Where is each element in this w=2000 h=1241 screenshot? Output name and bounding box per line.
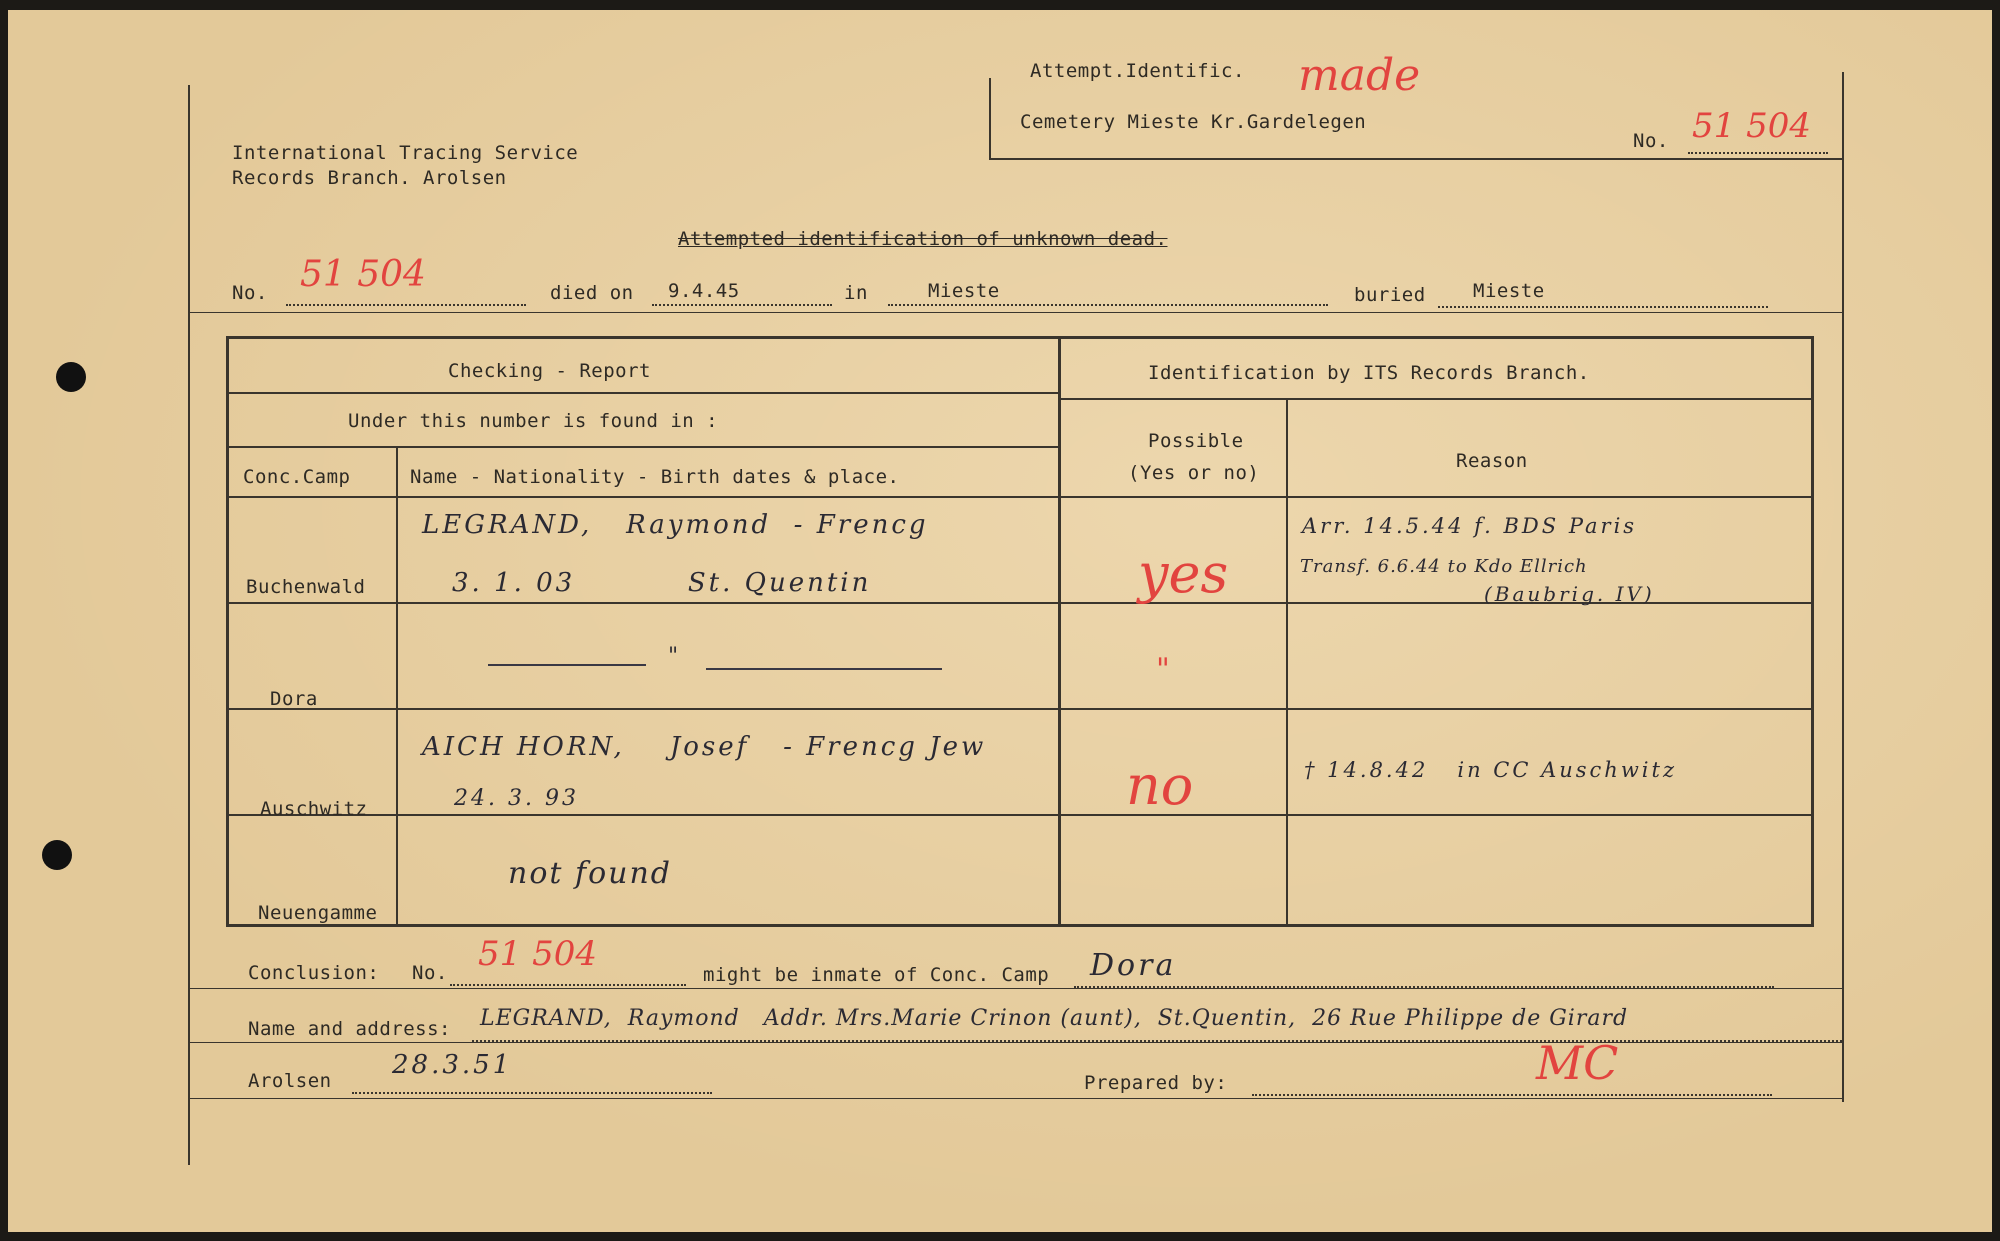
date-value: 28.3.51	[392, 1050, 513, 1080]
conclusion-middle-text: might be inmate of Conc. Camp	[703, 964, 1050, 986]
under-number-header: Under this number is found in :	[348, 410, 719, 432]
reason-cell-line-1: † 14.8.42 in CC Auschwitz	[1304, 758, 1678, 782]
in-label: in	[844, 282, 868, 304]
ditto-line-right	[706, 668, 942, 670]
date-dots	[352, 1092, 712, 1094]
punch-hole-top	[56, 362, 86, 392]
record-no-label: No.	[232, 282, 268, 304]
table-bottom	[226, 924, 1814, 927]
table-left	[226, 336, 229, 926]
name-column-header: Name - Nationality - Birth dates & place.	[410, 466, 900, 488]
camp-cell: Buchenwald	[246, 576, 366, 598]
possible-cell: yes	[1138, 542, 1229, 605]
reason-header: Reason	[1456, 450, 1528, 472]
org-line-1: International Tracing Service	[232, 142, 579, 164]
identification-header: Identification by ITS Records Branch.	[1148, 362, 1590, 384]
attempt-label: Attempt.Identific.	[1030, 60, 1245, 82]
in-dots	[888, 304, 1328, 306]
conclusion-label: Conclusion:	[248, 962, 380, 984]
row-sep-3	[226, 814, 1814, 816]
possible-cell: "	[1156, 652, 1170, 687]
conclusion-underline	[188, 988, 1844, 989]
conclusion-camp-value: Dora	[1090, 948, 1177, 983]
buried-value: Mieste	[1473, 280, 1545, 302]
name-cell-line-1: "	[668, 644, 682, 669]
ditto-line-left	[488, 664, 646, 666]
name-address-label: Name and address:	[248, 1018, 451, 1040]
right-margin-line	[1842, 72, 1844, 1102]
tracing-card	[8, 10, 1992, 1232]
camp-column-header: Conc.Camp	[243, 466, 351, 488]
table-right	[1811, 336, 1814, 926]
camp-cell: Neuengamme	[258, 902, 378, 924]
header-box-bottom	[989, 158, 1844, 160]
name-cell-line-1: not found	[508, 856, 672, 891]
reason-cell-line-3: (Baubrig. IV)	[1484, 582, 1655, 606]
record-underline	[188, 312, 1844, 313]
conclusion-no-dots	[450, 984, 686, 986]
record-no-dots	[286, 304, 526, 306]
buried-dots	[1438, 306, 1768, 308]
header-no-value: 51 504	[1692, 106, 1811, 146]
reason-cell-line-2: Transf. 6.6.44 to Kdo Ellrich	[1300, 556, 1588, 577]
footer-underline	[188, 1098, 1844, 1099]
row-sep-2	[226, 708, 1814, 710]
left-margin-line	[188, 85, 190, 1165]
row-line-1	[226, 392, 1060, 394]
name-cell-line-2: 3. 1. 03 St. Quentin	[452, 568, 872, 598]
camp-cell: Auschwitz	[260, 798, 368, 820]
reason-cell-line-1: Arr. 14.5.44 f. BDS Paris	[1302, 514, 1638, 538]
form-title: Attempted identification of unknown dead.	[678, 228, 1168, 250]
name-cell-line-2: 24. 3. 93	[454, 786, 579, 811]
camp-column-divider	[396, 446, 398, 926]
arolsen-label: Arolsen	[248, 1070, 332, 1092]
attempt-value: made	[1298, 50, 1421, 101]
row-line-3	[1058, 398, 1812, 400]
table-center-divider	[1058, 336, 1061, 926]
conclusion-no-value: 51 504	[478, 934, 597, 974]
prepared-by-dots	[1252, 1094, 1772, 1096]
header-no-dots	[1688, 152, 1828, 154]
died-dots	[652, 304, 832, 306]
possible-cell: no	[1126, 754, 1194, 817]
camp-cell: Dora	[270, 688, 318, 710]
buried-label: buried	[1354, 284, 1426, 306]
header-no-label: No.	[1633, 130, 1669, 152]
in-value: Mieste	[928, 280, 1000, 302]
punch-hole-bottom	[42, 840, 72, 870]
row-line-2	[226, 446, 1060, 448]
reason-column-divider	[1286, 398, 1288, 926]
died-label: died on	[550, 282, 634, 304]
conclusion-no-label: No.	[412, 962, 448, 984]
name-cell-line-1: LEGRAND, Raymond - Frencg	[422, 510, 929, 540]
header-box-left	[989, 78, 991, 160]
possible-header-sub: (Yes or no)	[1128, 462, 1260, 484]
name-address-value: LEGRAND, Raymond Addr. Mrs.Marie Crinon (aunt), St.Quentin, 26 Rue Philippe de Girard	[480, 1006, 1629, 1031]
died-value: 9.4.45	[668, 280, 740, 302]
table-top	[226, 336, 1814, 339]
record-no-value: 51 504	[300, 254, 426, 295]
checking-report-header: Checking - Report	[448, 360, 651, 382]
initials: MC	[1536, 1036, 1619, 1090]
cemetery-label: Cemetery Mieste Kr.Gardelegen	[1020, 111, 1367, 133]
header-bottom	[226, 496, 1814, 498]
prepared-by-label: Prepared by:	[1084, 1072, 1228, 1094]
org-line-2: Records Branch. Arolsen	[232, 167, 507, 189]
possible-header: Possible	[1148, 430, 1244, 452]
name-cell-line-1: AICH HORN, Josef - Frencg Jew	[422, 732, 987, 762]
